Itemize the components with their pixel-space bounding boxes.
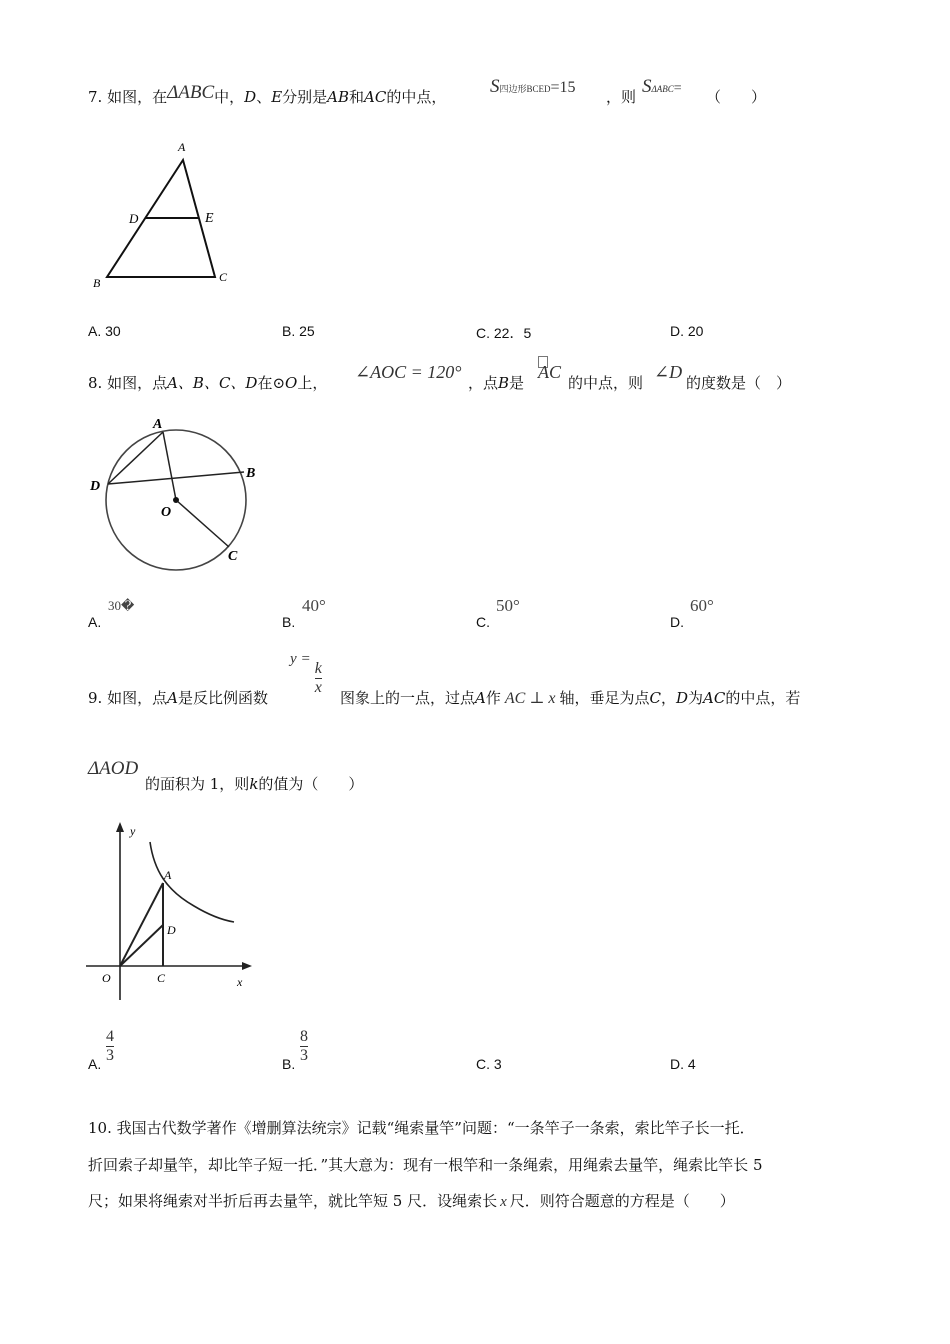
q8-circle-figure xyxy=(86,412,266,582)
q7-area-expression: S四边形BCED=15 xyxy=(490,76,576,97)
center-point xyxy=(173,497,179,503)
label-a: A xyxy=(164,868,172,882)
q9-function-expression: y = $\frac{k}{x}$ xyxy=(290,650,322,696)
q8-stem: 8. 如图，点A、B、C、D在⊙O上， xyxy=(88,374,328,392)
q9-stem-2: 图象上的一点，过点A作 AC ⊥ x 轴，垂足为点C，D为AC的中点，若 xyxy=(340,689,801,707)
q10-line-1: 10. 我国古代数学著作《增删算法统宗》记载“绳索量竿”问题：“一条竿子一条索，索比竿子长一托． xyxy=(88,1119,755,1137)
q7-then: ，则 xyxy=(606,88,637,106)
label-d: D xyxy=(167,923,176,937)
q9-option-c[interactable]: C. 3 xyxy=(476,1056,502,1072)
y-axis-arrow-icon xyxy=(116,822,124,832)
radius-oc xyxy=(176,500,229,547)
q8-option-d-value: 60° xyxy=(690,596,714,615)
label-b: B xyxy=(93,276,101,290)
label-c: C xyxy=(157,971,166,985)
label-c: C xyxy=(228,549,238,564)
q9-option-a[interactable]: A. xyxy=(88,1056,102,1072)
label-c: C xyxy=(219,270,228,284)
q7-option-d[interactable]: D. 20 xyxy=(670,323,704,339)
q7-triangle-figure xyxy=(85,135,245,295)
q10-line-3: 尺；如果将绳索对半折后再去量竿，就比竿短 5 尺．设绳索长 x 尺．则符合题意的方程是（ ） xyxy=(88,1192,735,1210)
label-a: A xyxy=(153,417,163,432)
q8-option-a[interactable]: A. xyxy=(88,614,102,630)
q7-option-a[interactable]: A. 30 xyxy=(88,323,121,339)
q7-option-b[interactable]: B. 25 xyxy=(282,323,315,339)
q8-angle-d: ∠D xyxy=(654,362,683,382)
label-e: E xyxy=(205,211,214,226)
label-a: A xyxy=(178,140,186,154)
q9-option-a-fraction: 4 3 xyxy=(106,1028,114,1064)
q8-option-b-value: 40° xyxy=(302,596,326,615)
fraction-k-over-x: $\frac{k}{x}$ xyxy=(314,660,322,696)
segment-od xyxy=(120,925,163,966)
radius-oa xyxy=(163,432,176,500)
label-x: x xyxy=(237,975,243,989)
q7-triangle-symbol: ΔABC xyxy=(167,82,215,103)
chord-db xyxy=(108,472,244,484)
label-y: y xyxy=(130,824,136,838)
q8-option-c[interactable]: C. xyxy=(476,614,490,630)
q7-answer-paren: （ ） xyxy=(706,88,767,106)
q8-stem-2: ，点B是 xyxy=(468,374,525,392)
q9-option-d[interactable]: D. 4 xyxy=(670,1056,696,1072)
q8-arc-ac: AC xyxy=(538,356,561,389)
q7-option-c[interactable]: C. 22．5 xyxy=(476,325,532,341)
q8-stem-4: 的度数是（ ） xyxy=(686,374,792,392)
label-o: O xyxy=(102,971,111,985)
q8-option-c-value: 50° xyxy=(496,596,520,615)
q9-option-b[interactable]: B. xyxy=(282,1056,296,1072)
q10-line-2: 折回索子却量竿，却比竿子短一托．”其大意为：现有一根竿和一条绳索，用绳索去量竿，绳索比竿长 5 xyxy=(88,1156,763,1174)
chord-da xyxy=(108,432,163,484)
label-b: B xyxy=(246,466,256,481)
q9-triangle-aod: ΔAOD xyxy=(88,758,139,779)
label-d: D xyxy=(90,479,101,494)
label-o: O xyxy=(161,505,172,520)
q8-stem-3: 的中点，则 xyxy=(568,374,644,392)
q7-target-area: SΔABC= xyxy=(642,76,682,97)
q9-stem-1: 9. 如图，点A是反比例函数 xyxy=(88,689,268,707)
q9-stem-3: 的面积为 1，则k的值为（ ） xyxy=(145,775,364,793)
q8-option-d[interactable]: D. xyxy=(670,614,684,630)
x-axis-arrow-icon xyxy=(242,962,252,970)
segment-oa xyxy=(120,883,163,966)
q9-option-b-fraction: 8 3 xyxy=(300,1028,308,1064)
q9-graph-figure xyxy=(84,820,259,1000)
q8-option-a-value: 30� xyxy=(108,598,135,613)
q7-stem: 7. 如图，在ΔABC中，D、E分别是AB和AC的中点， xyxy=(88,82,447,106)
q8-option-b[interactable]: B. xyxy=(282,614,296,630)
q8-angle-aoc: ∠AOC = 120° xyxy=(355,362,462,382)
label-d: D xyxy=(129,211,139,226)
